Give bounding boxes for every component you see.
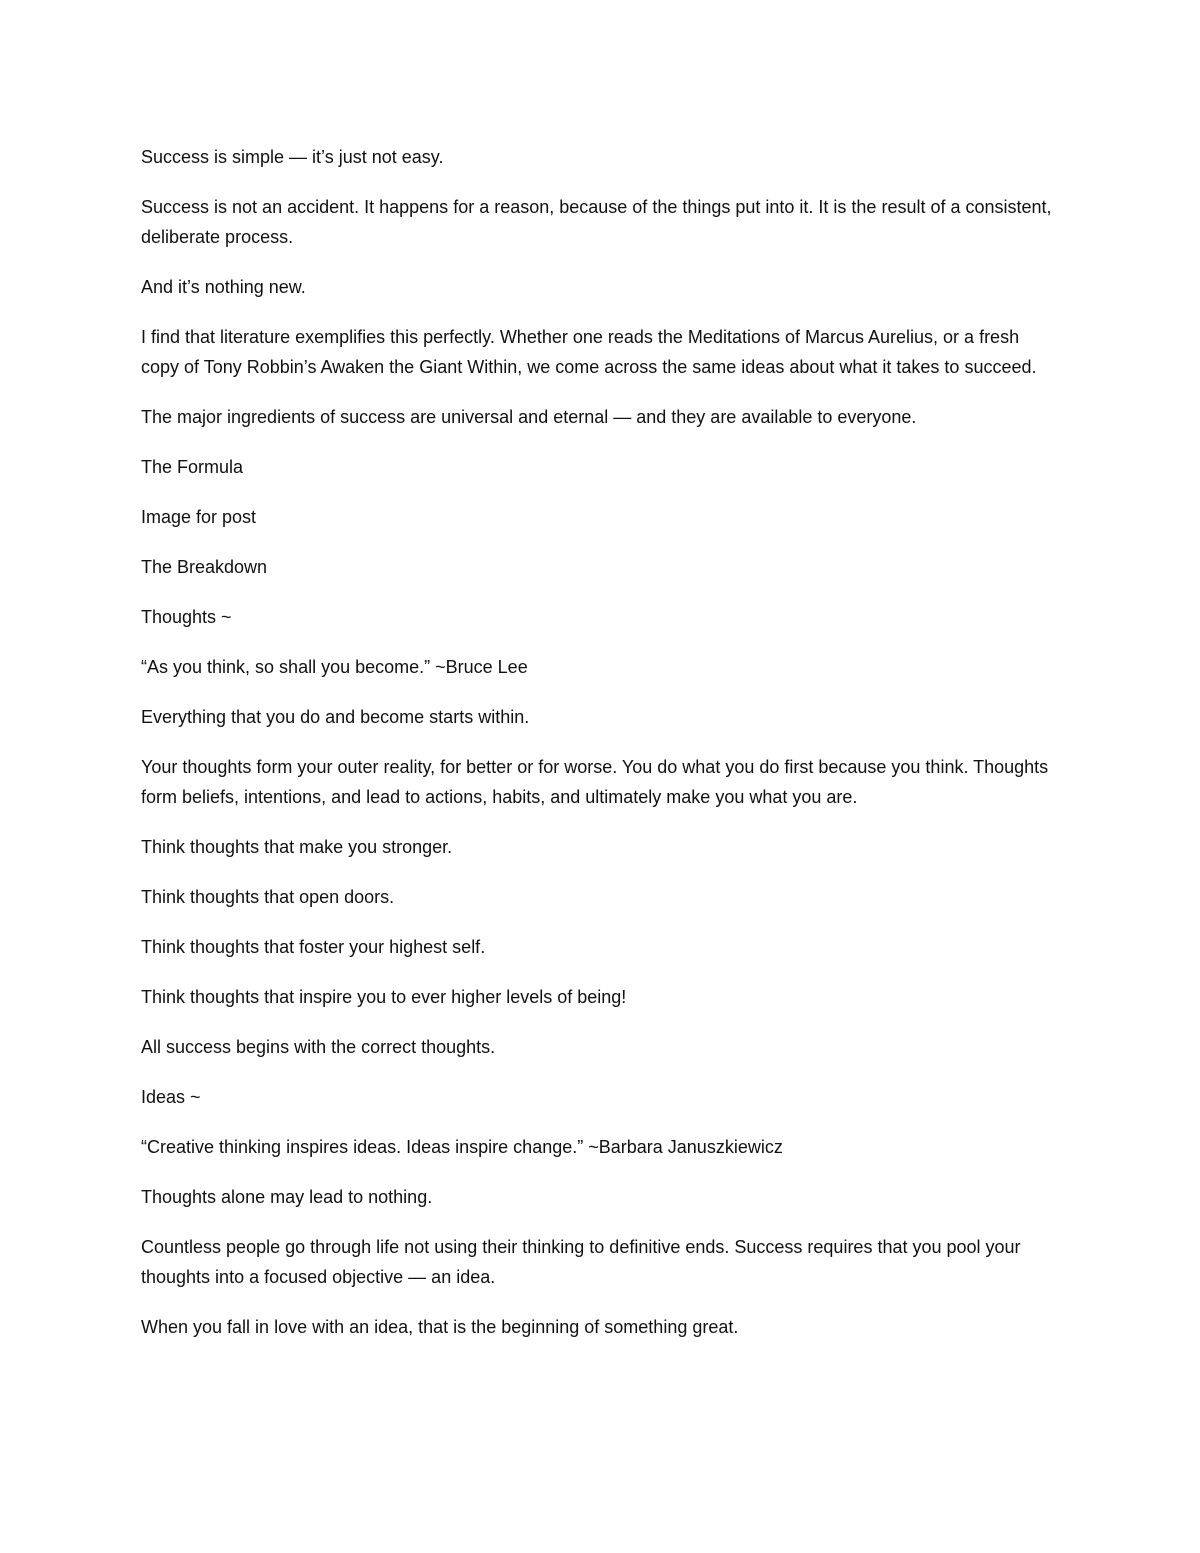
heading-thoughts: Thoughts ~ — [141, 607, 232, 627]
paragraph-literature: I find that literature exemplifies this perfectly. Whether one reads the Meditations of Marcus Aurelius, or a fresh copy of Tony Robbin’s Awaken the Giant Within, we come across the same ideas about what it takes to succeed. — [141, 327, 1037, 377]
paragraph-outer-reality: Your thoughts form your outer reality, for better or for worse. You do what you do first because you think. Thoughts form beliefs, intentions, and lead to actions, habits, and ultimately make you what you are. — [141, 757, 1049, 807]
paragraph-highest-self: Think thoughts that foster your highest self. — [141, 937, 486, 957]
image-placeholder-text: Image for post — [141, 507, 257, 527]
heading-ideas: Ideas ~ — [141, 1087, 201, 1107]
paragraph-ingredients: The major ingredients of success are universal and eternal — and they are available to everyone. — [141, 407, 917, 427]
paragraph-stronger: Think thoughts that make you stronger. — [141, 837, 453, 857]
paragraph-intro: Success is simple — it’s just not easy. — [141, 147, 444, 167]
heading-breakdown: The Breakdown — [141, 557, 268, 577]
paragraph-correct-thoughts: All success begins with the correct thoughts. — [141, 1037, 496, 1057]
quote-barbara-januszkiewicz: “Creative thinking inspires ideas. Ideas inspire change.” ~Barbara Januszkiewicz — [141, 1137, 783, 1157]
paragraph-focused-objective: Countless people go through life not using their thinking to definitive ends. Success requires that you pool your thoughts into a focused objective — an idea. — [141, 1237, 1021, 1287]
paragraph-lead-to-nothing: Thoughts alone may lead to nothing. — [141, 1187, 433, 1207]
paragraph-open-doors: Think thoughts that open doors. — [141, 887, 395, 907]
paragraph-starts-within: Everything that you do and become starts within. — [141, 707, 530, 727]
document-body — [141, 142, 1061, 1362]
paragraph-not-accident: Success is not an accident. It happens for a reason, because of the things put into it. It is the result of a consistent, deliberate process. — [141, 197, 1052, 247]
paragraph-higher-levels: Think thoughts that inspire you to ever higher levels of being! — [141, 987, 627, 1007]
paragraph-nothing-new: And it’s nothing new. — [141, 277, 306, 297]
quote-bruce-lee: “As you think, so shall you become.” ~Bruce Lee — [141, 657, 528, 677]
heading-formula: The Formula — [141, 457, 244, 477]
paragraph-fall-in-love: When you fall in love with an idea, that is the beginning of something great. — [141, 1317, 739, 1337]
